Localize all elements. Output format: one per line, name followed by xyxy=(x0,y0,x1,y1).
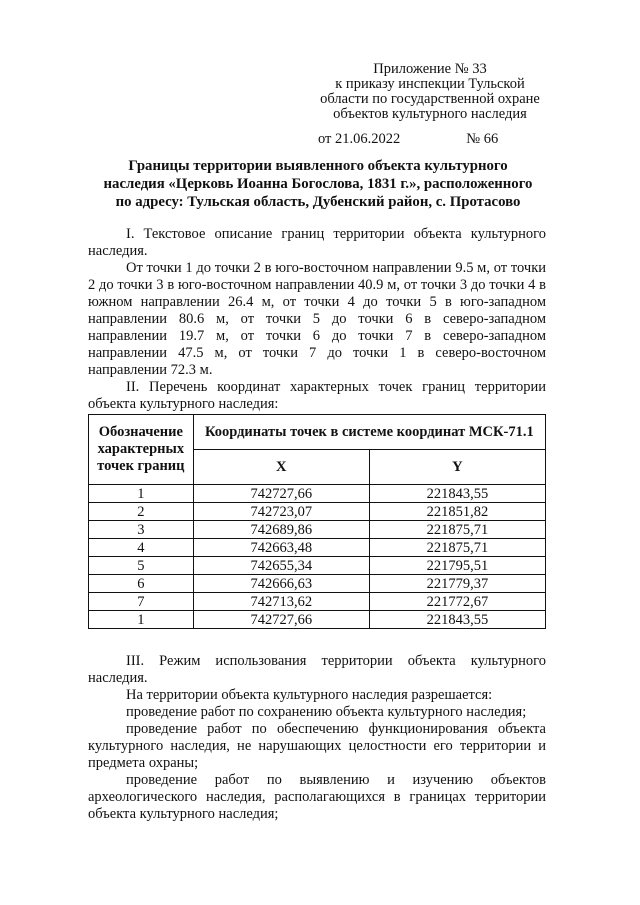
appendix-line: к приказу инспекции Тульской xyxy=(335,76,525,92)
title-line: Границы территории выявленного объекта культурного xyxy=(128,158,508,174)
x-value: 742727,66 xyxy=(193,611,369,629)
point-id: 2 xyxy=(89,503,194,521)
y-value: 221875,71 xyxy=(369,521,545,539)
x-value: 742663,48 xyxy=(193,539,369,557)
x-value: 742689,86 xyxy=(193,521,369,539)
order-date: от 21.06.2022 xyxy=(318,131,401,147)
point-id: 1 xyxy=(89,611,194,629)
document-body xyxy=(88,226,546,823)
regime-paragraph: проведение работ по выявлению и изучению объектов археологического наследия, располагающихся в границах территории объекта культурного наследия; xyxy=(88,772,546,822)
y-value: 221779,37 xyxy=(369,575,545,593)
table-row xyxy=(89,557,546,575)
y-value: 221843,55 xyxy=(369,485,545,503)
x-value: 742723,07 xyxy=(193,503,369,521)
table-row xyxy=(89,575,546,593)
x-value: 742727,66 xyxy=(193,485,369,503)
point-id: 6 xyxy=(89,575,194,593)
point-id: 7 xyxy=(89,593,194,611)
title-line: по адресу: Тульская область, Дубенский район, с. Протасово xyxy=(115,194,521,210)
section-3-heading: III. Режим использования территории объекта культурного наследия. xyxy=(88,653,546,686)
regime-paragraph: На территории объекта культурного наследия разрешается: xyxy=(126,687,493,703)
point-id: 1 xyxy=(89,485,194,503)
x-value: 742666,63 xyxy=(193,575,369,593)
table-row xyxy=(89,521,546,539)
order-number: № 66 xyxy=(466,131,499,147)
y-header: Y xyxy=(369,450,545,485)
y-value: 221875,71 xyxy=(369,539,545,557)
order-date-line xyxy=(300,132,560,147)
x-header: X xyxy=(193,450,369,485)
table-row xyxy=(89,539,546,557)
regime-paragraph: проведение работ по обеспечению функционирования объекта культурного наследия, не нарушающих целостности его территории и предмета охраны; xyxy=(88,721,546,771)
appendix-line: объектов культурного наследия xyxy=(333,106,527,122)
appendix-header xyxy=(300,62,560,147)
appendix-line: области по государственной охране xyxy=(320,91,540,107)
appendix-line: Приложение № 33 xyxy=(373,61,487,77)
regime-paragraph: проведение работ по сохранению объекта культурного наследия; xyxy=(126,704,527,720)
point-id: 5 xyxy=(89,557,194,575)
point-designation-header: Обозначение характерных точек границ xyxy=(89,415,194,485)
table-row xyxy=(89,503,546,521)
section-2-heading: II. Перечень координат характерных точек границ территории объекта культурного наследия: xyxy=(88,379,546,412)
y-value: 221795,51 xyxy=(369,557,545,575)
x-value: 742655,34 xyxy=(193,557,369,575)
point-id: 3 xyxy=(89,521,194,539)
coordinates-table xyxy=(88,414,546,629)
table-row xyxy=(89,593,546,611)
title-line: наследия «Церковь Иоанна Богослова, 1831 г.», расположенного xyxy=(103,176,533,192)
y-value: 221851,82 xyxy=(369,503,545,521)
table-row xyxy=(89,485,546,503)
boundary-description: От точки 1 до точки 2 в юго-восточном направлении 9.5 м, от точки 2 до точки 3 в юго-восточном направлении 40.9 м, от точки 3 до точки 4 в южном направлении 26.4 м, от точки 4 до точки 5 в юго-западном направлении 80.6 м, от точки 5 до точки 6 в северо-западном направлении 19.7 м, от точки 6 до точки 7 в северо-западном направлении 47.5 м, от точки 7 до точки 1 в северо-восточном направлении 72.3 м. xyxy=(88,260,546,378)
table-row xyxy=(89,611,546,629)
y-value: 221843,55 xyxy=(369,611,545,629)
document-title xyxy=(88,157,548,211)
section-1-heading: I. Текстовое описание границ территории объекта культурного наследия. xyxy=(88,226,546,259)
point-id: 4 xyxy=(89,539,194,557)
y-value: 221772,67 xyxy=(369,593,545,611)
coordinates-header: Координаты точек в системе координат МСК-71.1 xyxy=(193,415,545,450)
x-value: 742713,62 xyxy=(193,593,369,611)
